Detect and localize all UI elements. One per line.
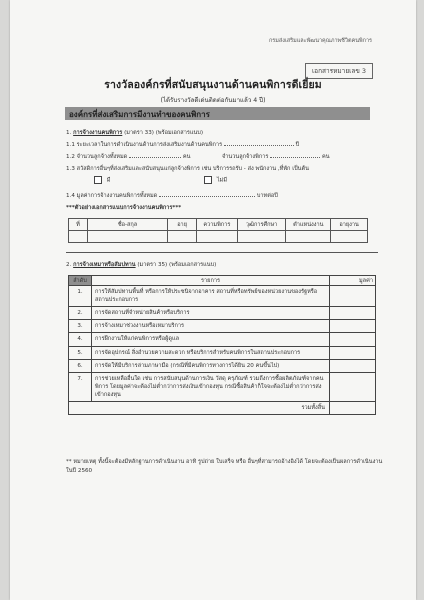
- row-value[interactable]: [330, 333, 376, 346]
- item-1-3-welfare: 1.3 สวัสดิการอื่นๆที่ส่งเสริมและสนับสนุนแก่ลูกจ้างพิการ เช่น บริการรถรับ - ส่ง พนักงาน ,ที่พัก เป็นต้น: [66, 166, 309, 172]
- row-value[interactable]: [330, 372, 376, 401]
- col-order: ลำดับ: [69, 276, 92, 286]
- item-1-2: 1.2 จำนวนลูกจ้างทั้งหมด คน จำนวนลูกจ้างพิการ คน: [66, 154, 330, 160]
- document-title: รางวัลองค์กรที่สนับสนุนงานด้านคนพิการดีเยี่ยม: [104, 79, 322, 91]
- col-disability: ความพิการ: [197, 219, 238, 231]
- col-age: อายุ: [168, 219, 197, 231]
- section1-title: การจ้างงานคนพิการ: [73, 130, 123, 136]
- table-row: 2. การจัดสถานที่จำหน่ายสินค้าหรือบริการ: [69, 307, 376, 320]
- row-text: การช่วยเหลืออื่นใด เช่น การสนับสนุนด้านการเงิน วัสดุ ครุภัณฑ์ รวมถึงการซื้อผลิตภัณฑ์จากคนพิการ โดยมูลค่าจะต้องไม่ต่ำกว่าการส่งเงินเข้ากองทุน กรณีซื้อสินค้าก็ใจจะต้องไม่ต่ำกว่าการส่งเข้ากองทุน: [92, 372, 330, 401]
- row-text: การฝึกงานให้แก่คนพิการหรือผู้ดูแล: [92, 333, 330, 346]
- row-text: การจัดอุปกรณ์ สิ่งอำนวยความสะดวก หรือบริการสำหรับคนพิการในสถานประกอบการ: [92, 346, 330, 359]
- total-row: [69, 402, 376, 415]
- row-value[interactable]: [330, 346, 376, 359]
- item-1-4-blank[interactable]: [159, 192, 255, 197]
- attachment-number-box: เอกสารหมายเลข 3: [305, 63, 373, 79]
- total-label: รวมทั้งสิ้น: [69, 402, 330, 415]
- col-value: มูลค่า: [330, 276, 376, 286]
- col-name: ชื่อ-สกุล: [87, 219, 167, 231]
- category-banner: องค์กรที่ส่งเสริมการมีงานทำของคนพิการ: [65, 107, 370, 120]
- table-row: 5. การจัดอุปกรณ์ สิ่งอำนวยความสะดวก หรือบริการสำหรับคนพิการในสถานประกอบการ: [69, 346, 376, 359]
- welfare-yes-checkbox[interactable]: [94, 176, 102, 184]
- section2-title: การจ้างเหมาหรือสัมปทาน: [73, 262, 136, 268]
- welfare-options: มี ไม่มี: [94, 176, 227, 185]
- welfare-no-checkbox[interactable]: [204, 176, 212, 184]
- row-value[interactable]: [330, 286, 376, 307]
- section2-heading: 2. การจ้างเหมาหรือสัมปทาน (มาตรา 35) (พร้อมเอกสารแนบ): [66, 262, 217, 268]
- document-subtitle: (ได้รับรางวัลดีเด่นติดต่อกันมาแล้ว 4 ปี): [160, 97, 266, 104]
- col-tenure: อายุงาน: [331, 219, 368, 231]
- item-1-1: 1.1 ระยะเวลาในการดำเนินงานด้านการส่งเสริมงานด้านคนพิการ ปี: [66, 142, 300, 148]
- employee-example-table: [68, 218, 368, 243]
- item-1-4: 1.4 มูลค่าการจ้างงานคนพิการทั้งหมด บาทต่อปี: [66, 193, 278, 199]
- header-org-name: กรมส่งเสริมและพัฒนาคุณภาพชีวิตคนพิการ: [268, 38, 372, 44]
- section1-heading: 1. การจ้างงานคนพิการ (มาตรา 33) (พร้อมเอกสารแนบ): [66, 130, 204, 136]
- table-row: 3. การจ้างเหมาช่วงงานหรือเหมาบริการ: [69, 320, 376, 333]
- row-text: การจ้างเหมาช่วงงานหรือเหมาบริการ: [92, 320, 330, 333]
- footnote: ** หมายเหตุ ทั้งนี้จะต้องมีหลักฐานการดำเนินงาน อาทิ รูปถ่าย ใบเสร็จ หรือ อื่นๆที่สามารถอ้างอิงได้ โดยจะต้องเป็นผลการดำเนินงานในปี 2560: [66, 459, 383, 474]
- section-divider: [66, 252, 378, 253]
- row-value[interactable]: [330, 320, 376, 333]
- row-value[interactable]: [330, 307, 376, 320]
- document-page: [10, 0, 416, 600]
- row-text: การจัดให้มีบริการล่ามภาษามือ (กรณีที่มีคนพิการทางการได้ยิน 20 คนขึ้นไป): [92, 359, 330, 372]
- row-value[interactable]: [330, 359, 376, 372]
- item-1-2-blank[interactable]: [129, 153, 181, 158]
- table-row: 1. การให้สัมปทานพื้นที่ หรือการให้ประชนิจากอาคาร สถานที่หรือทรัพย์ของหน่วยงานของรัฐหรือสถานประกอบการ: [69, 286, 376, 307]
- table-row: [69, 231, 368, 243]
- item-1-1-blank[interactable]: [224, 141, 294, 146]
- item-1-3-blank[interactable]: [270, 153, 320, 158]
- table-row: 7. การช่วยเหลืออื่นใด เช่น การสนับสนุนด้านการเงิน วัสดุ ครุภัณฑ์ รวมถึงการซื้อผลิตภัณฑ์จากคนพิการ โดยมูลค่าจะต้องไม่ต่ำกว่าการส่งเงินเข้ากองทุน กรณีซื้อสินค้าก็ใจจะต้องไม่ต่ำกว่าการส่งเข้ากองทุน: [69, 372, 376, 401]
- concession-table: [68, 275, 376, 415]
- row-text: การให้สัมปทานพื้นที่ หรือการให้ประชนิจากอาคาร สถานที่หรือทรัพย์ของหน่วยงานของรัฐหรือสถานประกอบการ: [92, 286, 330, 307]
- col-education: วุฒิการศึกษา: [237, 219, 286, 231]
- col-position: ตำแหน่งงาน: [286, 219, 331, 231]
- row-text: การจัดสถานที่จำหน่ายสินค้าหรือบริการ: [92, 307, 330, 320]
- col-item: รายการ: [92, 276, 330, 286]
- total-value[interactable]: [330, 402, 376, 415]
- table-row: 6. การจัดให้มีบริการล่ามภาษามือ (กรณีที่มีคนพิการทางการได้ยิน 20 คนขึ้นไป): [69, 359, 376, 372]
- col-number: ที่: [69, 219, 88, 231]
- table-row: 4. การฝึกงานให้แก่คนพิการหรือผู้ดูแล: [69, 333, 376, 346]
- example-heading: ***ตัวอย่างเอกสารแนบการจ้างงานคนพิการ***: [66, 205, 182, 211]
